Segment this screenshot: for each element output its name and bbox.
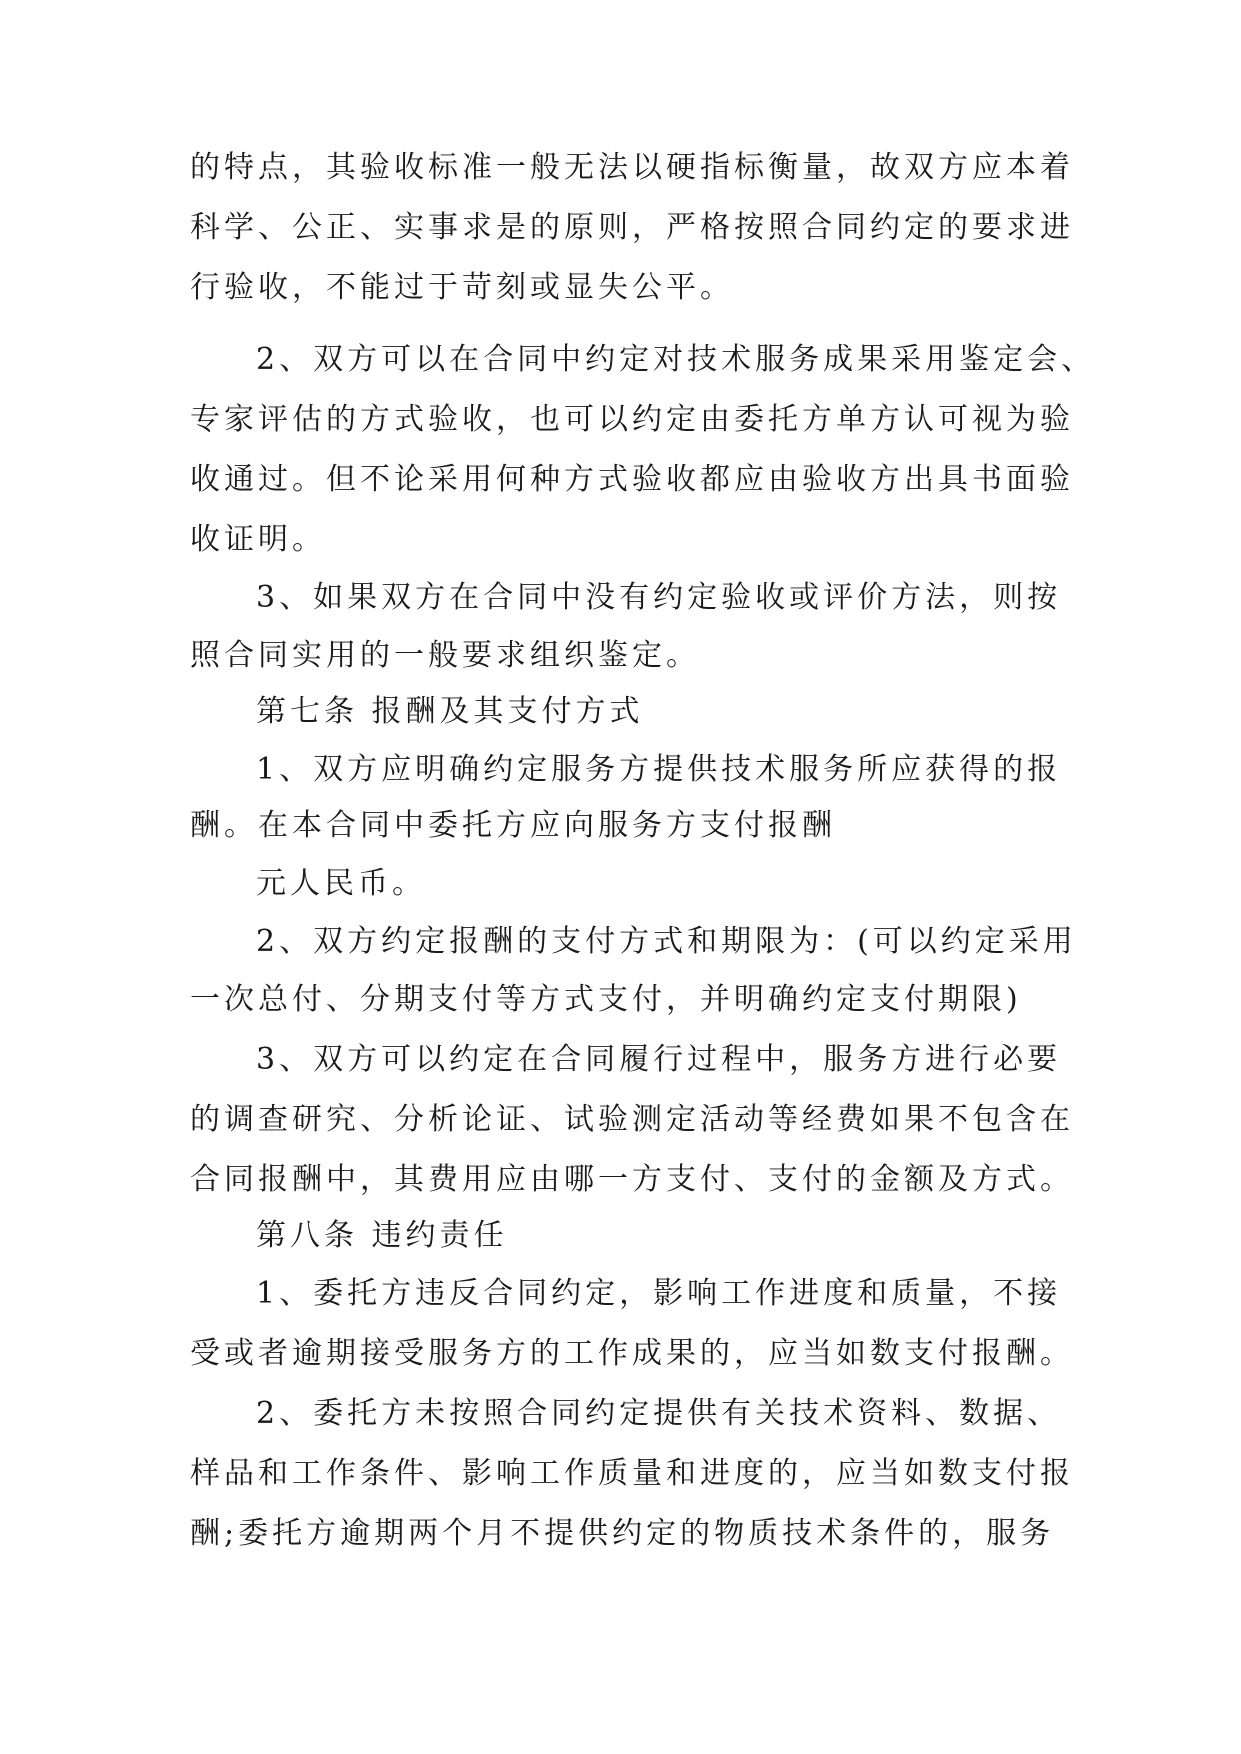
text-line: 科学、公正、实事求是的原则，严格按照合同约定的要求进 <box>190 210 1074 245</box>
section-heading: 第七条 报酬及其支付方式 <box>256 694 644 729</box>
text-line: 受或者逾期接受服务方的工作成果的，应当如数支付报酬。 <box>190 1336 1074 1371</box>
text-line: 一次总付、分期支付等方式支付，并明确约定支付期限) <box>190 982 1022 1017</box>
text-line: 专家评估的方式验收，也可以约定由委托方单方认可视为验 <box>190 402 1074 437</box>
text-line: 合同报酬中，其费用应由哪一方支付、支付的金额及方式。 <box>190 1162 1074 1197</box>
text-line: 元人民币。 <box>256 866 426 901</box>
text-line: 3、如果双方在合同中没有约定验收或评价方法，则按 <box>256 580 1062 615</box>
text-line: 样品和工作条件、影响工作质量和进度的，应当如数支付报 <box>190 1456 1074 1491</box>
text-line: 酬;委托方逾期两个月不提供约定的物质技术条件的，服务 <box>190 1516 1055 1551</box>
text-line: 2、委托方未按照合同约定提供有关技术资料、数据、 <box>256 1396 1062 1431</box>
text-line: 行验收，不能过于苛刻或显失公平。 <box>190 270 734 305</box>
text-line: 1、双方应明确约定服务方提供技术服务所应获得的报 <box>256 752 1062 787</box>
text-line: 的调查研究、分析论证、试验测定活动等经费如果不包含在 <box>190 1102 1074 1137</box>
text-line: 收通过。但不论采用何种方式验收都应由验收方出具书面验 <box>190 462 1074 497</box>
text-line: 的特点，其验收标准一般无法以硬指标衡量，故双方应本着 <box>190 150 1074 185</box>
text-line: 照合同实用的一般要求组织鉴定。 <box>190 638 700 673</box>
text-line: 2、双方可以在合同中约定对技术服务成果采用鉴定会、 <box>256 342 1096 377</box>
text-line: 1、委托方违反合同约定，影响工作进度和质量，不接 <box>256 1276 1062 1311</box>
text-line: 3、双方可以约定在合同履行过程中，服务方进行必要 <box>256 1042 1062 1077</box>
section-heading: 第八条 违约责任 <box>256 1218 508 1253</box>
text-line: 酬。在本合同中委托方应向服务方支付报酬 <box>190 808 836 843</box>
text-line: 收证明。 <box>190 522 326 557</box>
text-line: 2、双方约定报酬的支付方式和期限为：(可以约定采用 <box>256 924 1077 959</box>
